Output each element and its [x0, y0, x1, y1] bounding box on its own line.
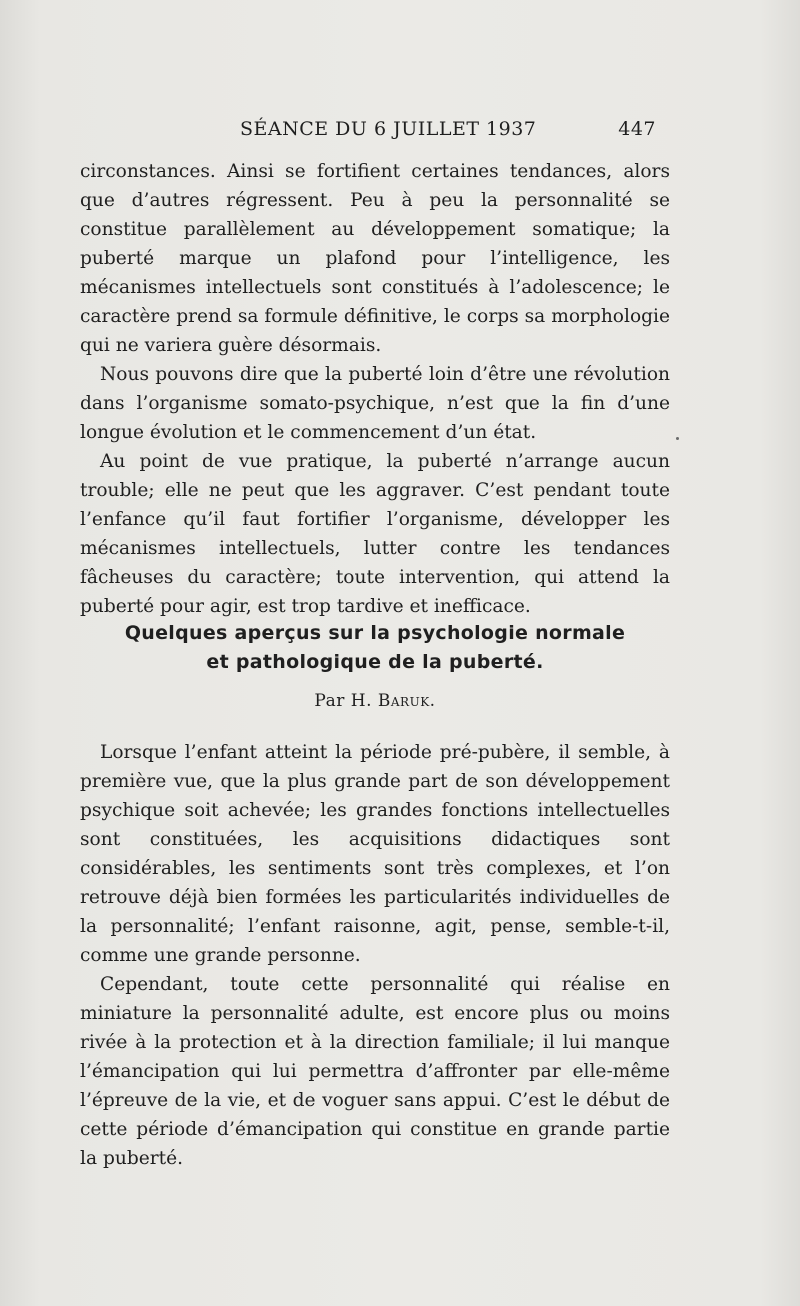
paragraph: Au point de vue pratique, la puberté n’arrange aucun trouble; elle ne peut que les aggraver. C’est pendant toute l’enfance qu’il faut fortifier l’organisme, développer les mécanismes intellectuels, lutter contre les tendances fâcheuses du caractère; toute intervention, qui attend la puberté pour agir, est trop tardive et inefficace. — [80, 451, 670, 617]
page-header — [80, 118, 656, 148]
paragraph: Lorsque l’enfant atteint la période pré-pubère, il semble, à première vue, que la plus grande part de son développement psychique soit achevée; les grandes fonctions intellectuelles sont constituées, les acquisitions didactiques sont considérables, les sentiments sont très complexes, et l’on retrouve déjà bien formées les particularités individuelles de la personnalité; l’enfant raisonne, agit, pense, semble-t-il, comme une grande personne. — [80, 742, 670, 966]
author-byline — [80, 688, 670, 714]
paragraph: Cependant, toute cette personnalité qui réalise en miniature la personnalité adulte, est encore plus ou moins rivée à la protection et à la direction familiale; il lui manque l’émancipation qui lui permettra d’affronter par elle-même l’épreuve de la vie, et de voguer sans appui. C’est le début de cette période d’émancipation qui constitue en grande partie la puberté. — [80, 974, 670, 1169]
article-title — [80, 619, 670, 677]
author-prefix: Par H. — [314, 691, 372, 711]
article-title-line-1: Quelques aperçus sur la psychologie normale — [124, 622, 626, 644]
article-title-line-2: et pathologique de la puberté. — [206, 651, 544, 673]
continued-section — [80, 157, 670, 621]
article-body — [80, 738, 670, 1173]
paragraph: circonstances. Ainsi se fortifient certaines tendances, alors que d’autres régressent. Peu à peu la personnalité se constitue parallèlement au développement somatique; la puberté marque un plafond pour l’intelligence, les mécanismes intellectuels sont constitués à l’adolescence; le caractère prend sa formule définitive, le corps sa morphologie qui ne variera guère désormais. — [80, 161, 670, 356]
margin-speck — [676, 437, 679, 440]
paragraph: Nous pouvons dire que la puberté loin d’être une révolution dans l’organisme somato-psychique, n’est que la fin d’une longue évolution et le commencement d’un état. — [80, 364, 670, 443]
author-name: Baruk. — [377, 691, 436, 711]
running-title: SÉANCE DU 6 JUILLET 1937 — [240, 118, 537, 140]
page-number: 447 — [618, 118, 656, 140]
